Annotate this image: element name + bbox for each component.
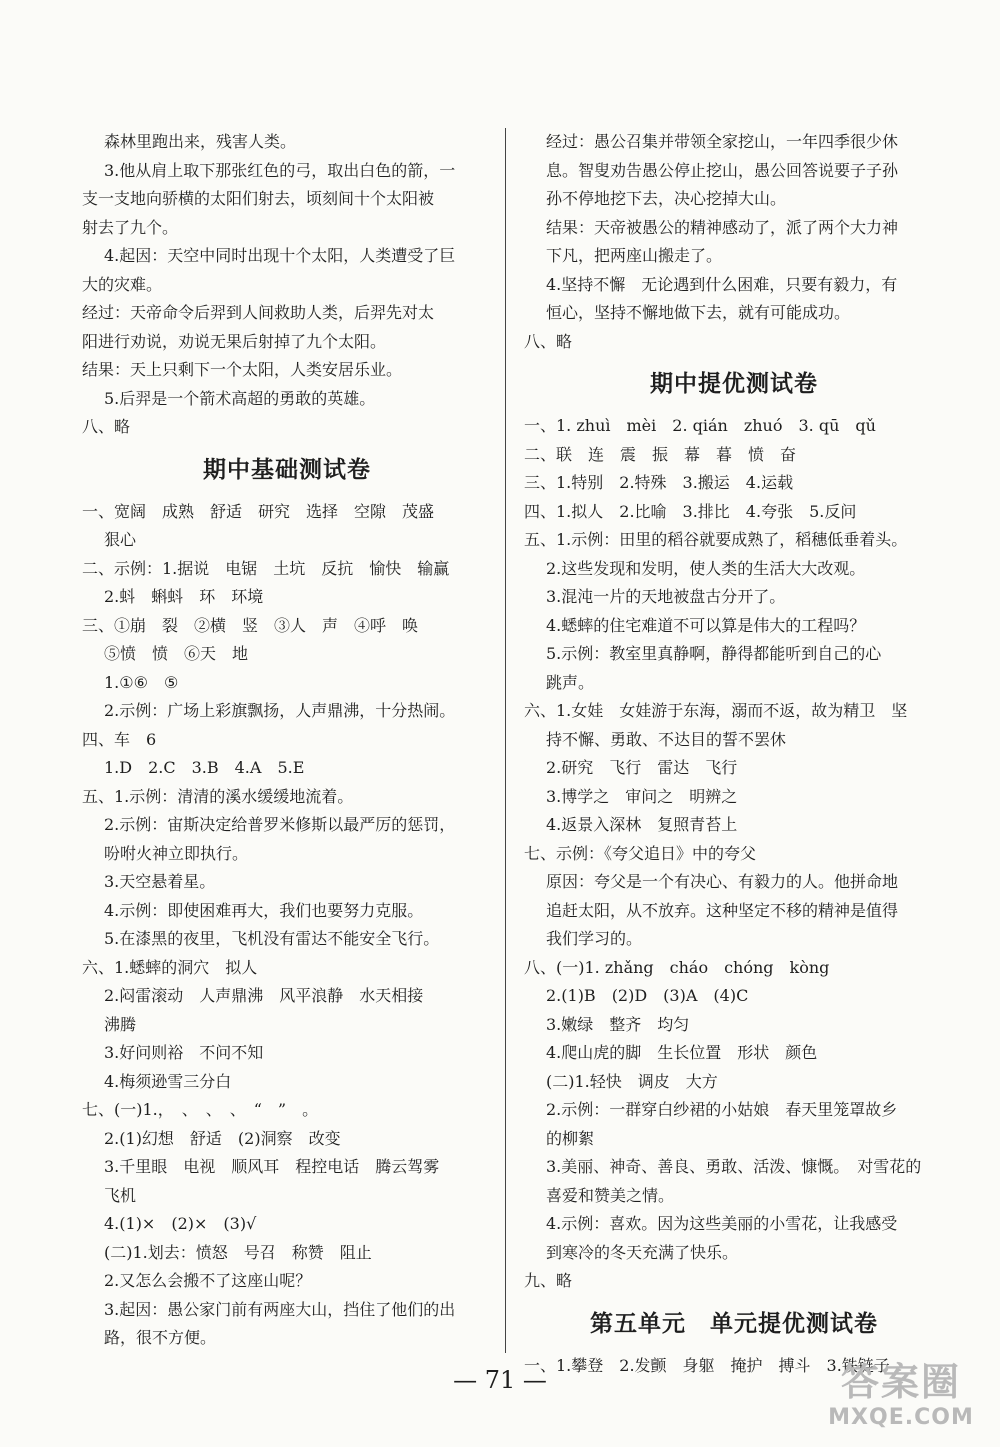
answer-line: 4.起因：天空中同时出现十个太阳，人类遭受了巨 <box>104 246 456 265</box>
answer-line: ⑤愤 愤 ⑥天 地 <box>104 644 249 663</box>
answer-line: 二、联 连 震 振 幕 暮 愤 奋 <box>524 444 797 464</box>
answer-line: 经过：愚公召集并带领全家挖山，一年四季很少休 <box>546 132 899 151</box>
answer-line: 恒心，坚持不懈地做下去，就有可能成功。 <box>546 303 851 322</box>
left-lines-a <box>82 128 492 442</box>
page-number: — 71 — <box>453 1366 547 1394</box>
answer-line: 1.D 2.C 3.B 4.A 5.E <box>104 758 305 777</box>
answer-line: 2.闷雷滚动 人声鼎沸 风平浪静 水天相接 <box>104 986 424 1005</box>
answer-line: 八、略 <box>524 331 573 351</box>
watermark-top-text: 答案圈 <box>840 1360 961 1404</box>
answer-line: 沸腾 <box>104 1014 137 1034</box>
answer-line: 4.坚持不懈 无论遇到什么困难，只要有毅力，有 <box>546 274 898 294</box>
answer-line: 森林里跑出来，残害人类。 <box>104 132 297 151</box>
answer-line: 2.示例：一群穿白纱裙的小姑娘 春天里笼罩故乡 <box>546 1100 898 1119</box>
answer-line: 3.天空悬着星。 <box>104 872 216 891</box>
watermark-logo <box>816 1359 986 1439</box>
section-heading-midterm-advanced: 期中提优测试卷 <box>650 371 818 397</box>
answer-line: 支一支地向骄横的太阳们射去，顷刻间十个太阳被 <box>82 189 435 208</box>
answer-line: 结果：天上只剩下一个太阳，人类安居乐业。 <box>82 360 403 379</box>
answer-line: 喜爱和赞美之情。 <box>546 1185 675 1205</box>
answer-line: 息。智叟劝告愚公停止挖山，愚公回答说要子子孙 <box>546 160 899 180</box>
answer-line: 狠心 <box>104 530 137 549</box>
answer-line: 5.示例：教室里真静啊，静得都能听到自己的心 <box>546 644 882 663</box>
answer-line: 4.示例：即使困难再大，我们也要努力克服。 <box>104 900 424 920</box>
answer-line: 2.(1)B (2)D (3)A (4)C <box>546 986 749 1005</box>
answer-line: 4.示例：喜欢。因为这些美丽的小雪花，让我感受 <box>546 1214 898 1233</box>
answer-line: 3.混沌一片的天地被盘古分开了。 <box>546 587 786 606</box>
answer-line: 4.爬山虎的脚 生长位置 形状 颜色 <box>546 1043 818 1062</box>
answer-line: 3.嫩绿 整齐 均匀 <box>546 1014 690 1034</box>
answer-line: 吩咐火神立即执行。 <box>104 843 249 863</box>
answer-line: 3.千里眼 电视 顺风耳 程控电话 腾云驾雾 <box>104 1157 440 1176</box>
answer-line: 追赶太阳，从不放弃。这种坚定不移的精神是值得 <box>546 900 899 920</box>
answer-line: 2.(1)幻想 舒适 (2)洞察 改变 <box>104 1128 341 1148</box>
answer-line: 八、(一)1. zhǎng cháo chóng kòng <box>524 957 830 977</box>
answer-line: 七、示例：《夸父追日》中的夸父 <box>524 843 757 863</box>
answer-line: 四、车 6 <box>82 729 157 749</box>
answer-line: 结果：天帝被愚公的精神感动了，派了两个大力神 <box>546 217 899 237</box>
answer-line: 八、略 <box>82 417 131 436</box>
left-column <box>82 128 492 1353</box>
answer-line: 三、①崩 裂 ②横 竖 ③人 声 ④呼 唤 <box>82 615 419 635</box>
answer-line: 一、宽阔 成熟 舒适 研究 选择 空隙 茂盛 <box>82 501 435 521</box>
answer-line: 3.他从肩上取下那张红色的弓，取出白色的箭，一 <box>104 160 456 180</box>
left-lines-b <box>82 498 492 1353</box>
answer-line: (二)1.轻快 调皮 大方 <box>546 1071 718 1091</box>
answer-line: 孙不停地挖下去，决心挖掉大山。 <box>546 189 787 208</box>
answer-line: 5.后羿是一个箭术高超的勇敢的英雄。 <box>104 388 376 408</box>
answer-line: 阳进行劝说，劝说无果后射掉了九个太阳。 <box>82 331 387 351</box>
answer-line: 一、1. zhuì mèi 2. qián zhuó 3. qū qǔ <box>524 416 876 435</box>
answer-line: 4.返景入深林 复照青苔上 <box>546 815 738 834</box>
section-heading-midterm-basic: 期中基础测试卷 <box>203 456 371 483</box>
answer-line: 4.蟋蟀的住宅难道不可以算是伟大的工程吗？ <box>546 615 866 635</box>
section-heading-unit5: 第五单元 单元提优测试卷 <box>590 1310 878 1337</box>
answer-line: 下凡，把两座山搬走了。 <box>546 246 723 265</box>
answer-line: 3.好问则裕 不问不知 <box>104 1043 264 1062</box>
answer-line: 2.这些发现和发明，使人类的生活大大改观。 <box>546 558 866 578</box>
watermark-bottom-text: MXQE.COM <box>828 1405 974 1430</box>
answer-line: 2.示例：宙斯决定给普罗米修斯以最严厉的惩罚， <box>104 815 456 834</box>
right-lines-b <box>524 412 944 1296</box>
answer-line: 我们学习的。 <box>546 929 643 948</box>
answer-line: 4.(1)× (2)× (3)√ <box>104 1214 257 1233</box>
answer-line: 持不懈、勇敢、不达目的誓不罢休 <box>546 729 787 749</box>
answer-line: 五、1.示例：田里的稻谷就要成熟了，稻穗低垂着头。 <box>524 530 908 549</box>
answer-line: 2.示例：广场上彩旗飘扬，人声鼎沸，十分热闹。 <box>104 701 456 720</box>
answer-line: 射去了九个。 <box>82 217 179 237</box>
answer-line: 路，很不方便。 <box>104 1328 217 1347</box>
answer-line: 四、1.拟人 2.比喻 3.排比 4.夸张 5.反问 <box>524 501 857 521</box>
answer-line: 大的灾难。 <box>82 274 163 294</box>
answer-line: (二)1.划去：愤怒 号召 称赞 阻止 <box>104 1242 372 1262</box>
answer-line: 2.又怎么会搬不了这座山呢？ <box>104 1271 312 1290</box>
answer-line: 3.起因：愚公家门前有两座大山，挡住了他们的出 <box>104 1299 456 1319</box>
answer-line: 的柳絮 <box>546 1128 595 1148</box>
answer-line: 二、示例：1.据说 电锯 土坑 反抗 愉快 输赢 <box>82 558 450 578</box>
answer-line: 5.在漆黑的夜里，飞机没有雷达不能安全飞行。 <box>104 929 440 948</box>
answer-line: 到寒冷的冬天充满了快乐。 <box>546 1242 739 1262</box>
answer-line: 4.梅须逊雪三分白 <box>104 1071 232 1091</box>
column-divider <box>505 128 506 1353</box>
answer-line: 一、1.攀登 2.发颤 身躯 掩护 搏斗 3.铁链子 <box>524 1355 890 1375</box>
answer-line: 3.博学之 审问之 明辨之 <box>546 786 738 806</box>
right-column <box>524 128 944 1380</box>
answer-line: 飞机 <box>104 1185 137 1205</box>
answer-line: 六、1.蟋蟀的洞穴 拟人 <box>82 957 258 977</box>
answer-line: 九、略 <box>524 1271 573 1290</box>
answer-line: 经过：天帝命令后羿到人间救助人类，后羿先对太 <box>82 303 435 322</box>
answer-line: 3.美丽、神奇、善良、勇敢、活泼、慷慨。 对雪花的 <box>546 1157 922 1176</box>
answer-line: 2.蚪 蝌蚪 环 环境 <box>104 587 264 606</box>
answer-line: 2.研究 飞行 雷达 飞行 <box>546 758 738 777</box>
answer-line: 原因：夸父是一个有决心、有毅力的人。他拼命地 <box>546 872 899 891</box>
answer-line: 三、1.特别 2.特殊 3.搬运 4.运载 <box>524 473 794 492</box>
answer-line: 七、(一)1.， 、 、 、 “ ” 。 <box>82 1100 319 1119</box>
right-lines-a <box>524 128 944 356</box>
answer-line: 跳声。 <box>546 672 595 692</box>
answer-line: 六、1.女娃 女娃游于东海，溺而不返，故为精卫 坚 <box>524 701 908 720</box>
answer-line: 五、1.示例：清清的溪水缓缓地流着。 <box>82 786 354 806</box>
answer-line: 1.①⑥ ⑤ <box>104 672 179 692</box>
